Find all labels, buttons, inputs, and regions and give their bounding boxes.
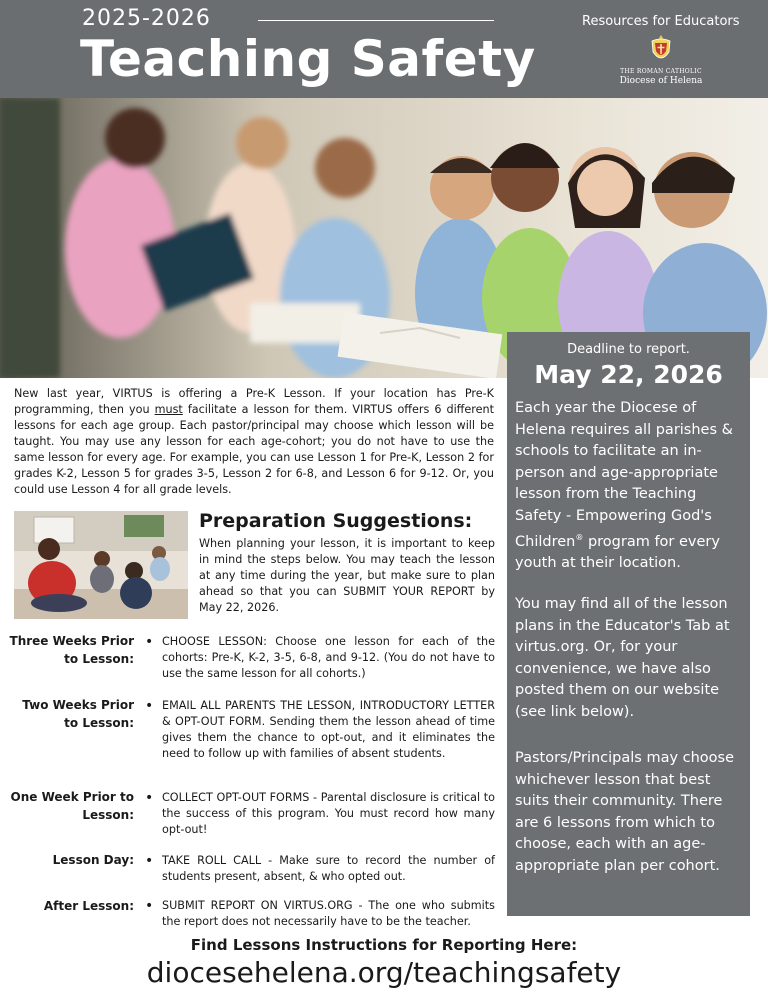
diocese-subtitle: THE ROMAN CATHOLIC	[620, 68, 702, 75]
info-requirement-end: program for every youth at their location.	[515, 533, 720, 572]
timeline-text: SUBMIT REPORT ON VIRTUS.ORG - The one who submits the report does not necessarily have to be the teacher.	[162, 899, 495, 928]
intro-must: must	[154, 403, 183, 416]
intro-text-end: facilitate a lesson for them. VIRTUS offers 6 different lessons for each age group. Each pastor/principal may choose which lesson will be taught. You may use any lesson for each age-cohort; you do not have to use the same lesson for every age. For example, you can use Lesson 1 for Pre-K, Lesson 2 for grades K-2, Lesson 5 for grades 3-5, Lesson 2 for 6-8, and Lesson 6 for 9-12. Or, you could use Lesson 4 for all grade levels.	[14, 403, 494, 496]
info-paragraph-requirement	[515, 398, 747, 575]
header-band	[0, 0, 768, 98]
timeline-bullet: •	[145, 698, 154, 714]
timeline-label: Lesson Day:	[52, 853, 134, 867]
timeline-bullet: •	[145, 790, 154, 806]
school-year: 2025-2026	[82, 6, 211, 31]
timeline-label: Three Weeks Prior to Lesson:	[9, 634, 134, 666]
info-paragraph-lesson-plans: You may find all of the lesson plans in the Educator's Tab at virtus.org. Or, for your convenience, we have also posted them on our website (see link below).	[515, 596, 730, 720]
prep-photo	[14, 511, 188, 619]
info-paragraph-choose: Pastors/Principals may choose whichever lesson that best suits their community. There are 6 lessons from which to choose, each with an age-appropriate plan per cohort.	[515, 750, 735, 874]
timeline-label: Two Weeks Prior to Lesson:	[22, 698, 134, 730]
diocese-seal-icon	[648, 34, 674, 64]
header-divider	[258, 20, 494, 21]
deadline-label: Deadline to report.	[567, 342, 690, 357]
prep-text: When planning your lesson, it is important to keep in mind the steps below. You may teach the lesson at any time during the year, but make sure to plan ahead so that you can SUBMIT YOUR REPORT by May 22, 2026.	[199, 537, 495, 614]
info-requirement-text: Each year the Diocese of Helena requires all parishes & schools to facilitate an in-person and age-appropriate lesson from the Teaching Safety - Empowering God's Children	[515, 400, 733, 550]
deadline-info-box	[507, 332, 750, 916]
timeline-label: After Lesson:	[43, 899, 134, 913]
footer-link[interactable]: diocesehelena.org/teachingsafety	[146, 956, 622, 989]
timeline-bullet: •	[145, 634, 154, 650]
timeline-bullet: •	[145, 898, 154, 914]
timeline-text: COLLECT OPT-OUT FORMS - Parental disclosure is critical to the success of this program. You must record how many opt-out!	[162, 791, 495, 836]
timeline-text: CHOOSE LESSON: Choose one lesson for each of the cohorts: Pre-K, K-2, 3-5, 6-8, and 9-12. (You do not have to use the same lesson for all cohorts.)	[162, 635, 495, 680]
intro-paragraph	[14, 386, 494, 498]
deadline-date: May 22, 2026	[534, 360, 723, 389]
timeline-text: TAKE ROLL CALL - Make sure to record the number of students present, absent, & who opted out.	[162, 854, 495, 883]
page-title: Teaching Safety	[80, 30, 536, 88]
diocese-name: Diocese of Helena	[619, 76, 703, 86]
prep-title: Preparation Suggestions:	[199, 510, 473, 532]
registered-mark: ®	[575, 533, 584, 542]
resources-label: Resources for Educators	[582, 14, 740, 29]
timeline-text: EMAIL ALL PARENTS THE LESSON, INTRODUCTORY LETTER & OPT-OUT FORM. Sending them the lesson ahead of time gives them the chance to opt-out, and it eliminates the need to follow up with families of absent students.	[162, 699, 495, 760]
timeline-bullet: •	[145, 853, 154, 869]
intro-text-start: New last year, VIRTUS is offering a Pre-K Lesson. If your location has Pre-K programming, then you	[14, 387, 494, 416]
footer-label: Find Lessons Instructions for Reporting Here:	[190, 936, 578, 954]
timeline-label: One Week Prior to Lesson:	[10, 790, 134, 822]
